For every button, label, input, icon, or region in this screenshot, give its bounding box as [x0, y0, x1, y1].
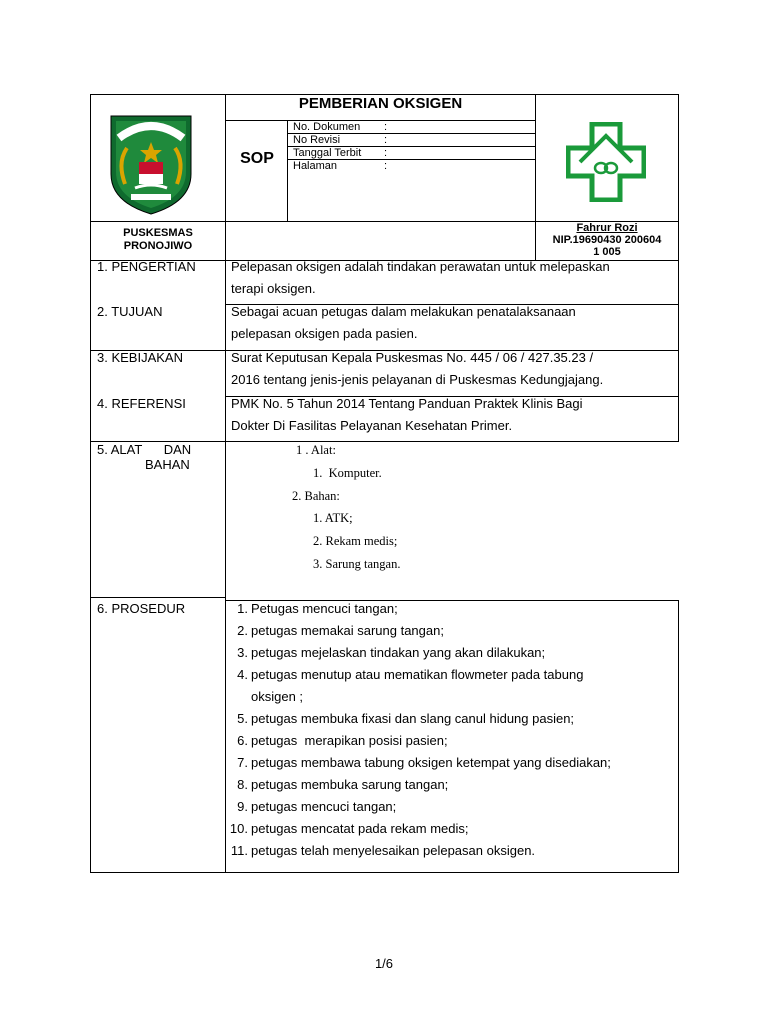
alat-heading: 1 . Alat: — [296, 443, 336, 457]
step-number: 1. — [237, 601, 248, 616]
regency-emblem-logo — [105, 112, 197, 216]
prosedur-step-continuation — [226, 686, 676, 708]
bahan-item-1: 1. ATK; — [313, 511, 353, 525]
step-number: 4. — [237, 667, 248, 682]
organization-line-1: PUSKESMAS — [123, 227, 193, 239]
prosedur-step — [226, 730, 676, 752]
referensi-line-2: Dokter Di Fasilitas Pelayanan Kesehatan Primer. — [231, 418, 513, 433]
pengertian-line-2: terapi oksigen. — [231, 281, 316, 296]
bahan-heading: 2. Bahan: — [292, 489, 340, 503]
section-content-referensi — [231, 393, 671, 437]
meta-page-sep: : — [384, 160, 388, 172]
health-cross-logo — [566, 122, 646, 202]
step-text: petugas mejelaskan tindakan yang akan dilakukan; — [251, 645, 546, 660]
meta-revision-label: No Revisi — [293, 134, 341, 146]
section-label-pengertian: 1. PENGERTIAN — [97, 259, 196, 274]
organization-name — [91, 227, 225, 253]
prosedur-step — [226, 840, 676, 862]
meta-doc-number-label: No. Dokumen — [293, 121, 361, 133]
bahan-item-2: 2. Rekam medis; — [313, 534, 398, 548]
section-label-kebijakan: 3. KEBIJAKAN — [97, 350, 183, 365]
referensi-line-1: PMK No. 5 Tahun 2014 Tentang Panduan Praktek Klinis Bagi — [231, 396, 583, 411]
pengertian-line-1: Pelepasan oksigen adalah tindakan perawatan untuk melepaskan — [231, 259, 610, 274]
prosedur-step — [226, 796, 676, 818]
meta-doc-number-sep: : — [384, 121, 388, 133]
signer-nip-line-2: 1 005 — [593, 246, 621, 258]
step-number: 2. — [237, 623, 248, 638]
kebijakan-line-1: Surat Keputusan Kepala Puskesmas No. 445 / 06 / 427.35.23 / — [231, 350, 594, 365]
step-text: petugas mencatat pada rekam medis; — [251, 821, 469, 836]
step-text: petugas membawa tabung oksigen ketempat yang disediakan; — [251, 755, 611, 770]
step-text: petugas membuka sarung tangan; — [251, 777, 449, 792]
signer-name: Fahrur Rozi — [576, 222, 638, 234]
prosedur-steps — [226, 598, 676, 862]
prosedur-step — [226, 708, 676, 730]
section-label-alat-bahan — [97, 442, 219, 472]
meta-page-label: Halaman — [293, 160, 338, 172]
section-label-tujuan: 2. TUJUAN — [97, 304, 163, 319]
step-text: petugas membuka fixasi dan slang canul hidung pasien; — [251, 711, 575, 726]
kebijakan-line-2: 2016 tentang jenis-jenis pelayanan di Puskesmas Kedungjajang. — [231, 372, 604, 387]
sop-label: SOP — [240, 150, 274, 167]
meta-issue-date-sep: : — [384, 147, 388, 159]
tujuan-line-2: pelepasan oksigen pada pasien. — [231, 326, 418, 341]
prosedur-step — [226, 642, 676, 664]
tujuan-line-1: Sebagai acuan petugas dalam melakukan penatalaksanaan — [231, 304, 576, 319]
bahan-item-3: 3. Sarung tangan. — [313, 557, 401, 571]
prosedur-step — [226, 818, 676, 840]
document-title: PEMBERIAN OKSIGEN — [298, 95, 463, 112]
meta-revision-sep: : — [384, 134, 388, 146]
signer-nip-line-1: NIP.19690430 200604 — [552, 234, 662, 246]
alat-bahan-label-line-1: 5. ALAT DAN — [97, 442, 192, 457]
step-number: 11. — [230, 843, 248, 858]
step-number: 6. — [237, 733, 248, 748]
prosedur-step — [226, 752, 676, 774]
section-label-referensi: 4. REFERENSI — [97, 396, 186, 411]
step-number: 7. — [237, 755, 248, 770]
section-content-pengertian — [231, 256, 671, 300]
step-number: 3. — [237, 645, 248, 660]
step-text-continuation: oksigen ; — [251, 689, 304, 704]
step-number: 8. — [237, 777, 248, 792]
step-text: petugas telah menyelesaikan pelepasan oksigen. — [251, 843, 536, 858]
step-text: petugas menutup atau mematikan flowmeter pada tabung — [251, 667, 584, 682]
signer-block — [536, 222, 678, 258]
alat-item-1: 1. Komputer. — [313, 466, 382, 480]
alat-bahan-label-line-2: BAHAN — [145, 457, 190, 472]
step-text: petugas memakai sarung tangan; — [251, 623, 444, 638]
section-label-prosedur: 6. PROSEDUR — [97, 601, 186, 616]
prosedur-step — [226, 620, 676, 642]
section-content-kebijakan — [231, 347, 671, 391]
step-number: 5. — [237, 711, 248, 726]
step-number: 10. — [229, 821, 248, 836]
section-content-tujuan — [231, 301, 671, 345]
prosedur-step — [226, 664, 676, 686]
organization-line-2: PRONOJIWO — [123, 240, 193, 252]
step-text: Petugas mencuci tangan; — [251, 601, 398, 616]
prosedur-step — [226, 598, 676, 620]
step-text: petugas merapikan posisi pasien; — [251, 733, 448, 748]
meta-issue-date-label: Tanggal Terbit — [293, 147, 362, 159]
prosedur-step — [226, 774, 676, 796]
step-number: 9. — [237, 799, 248, 814]
step-text: petugas mencuci tangan; — [251, 799, 397, 814]
page-number: 1/6 — [374, 956, 394, 971]
